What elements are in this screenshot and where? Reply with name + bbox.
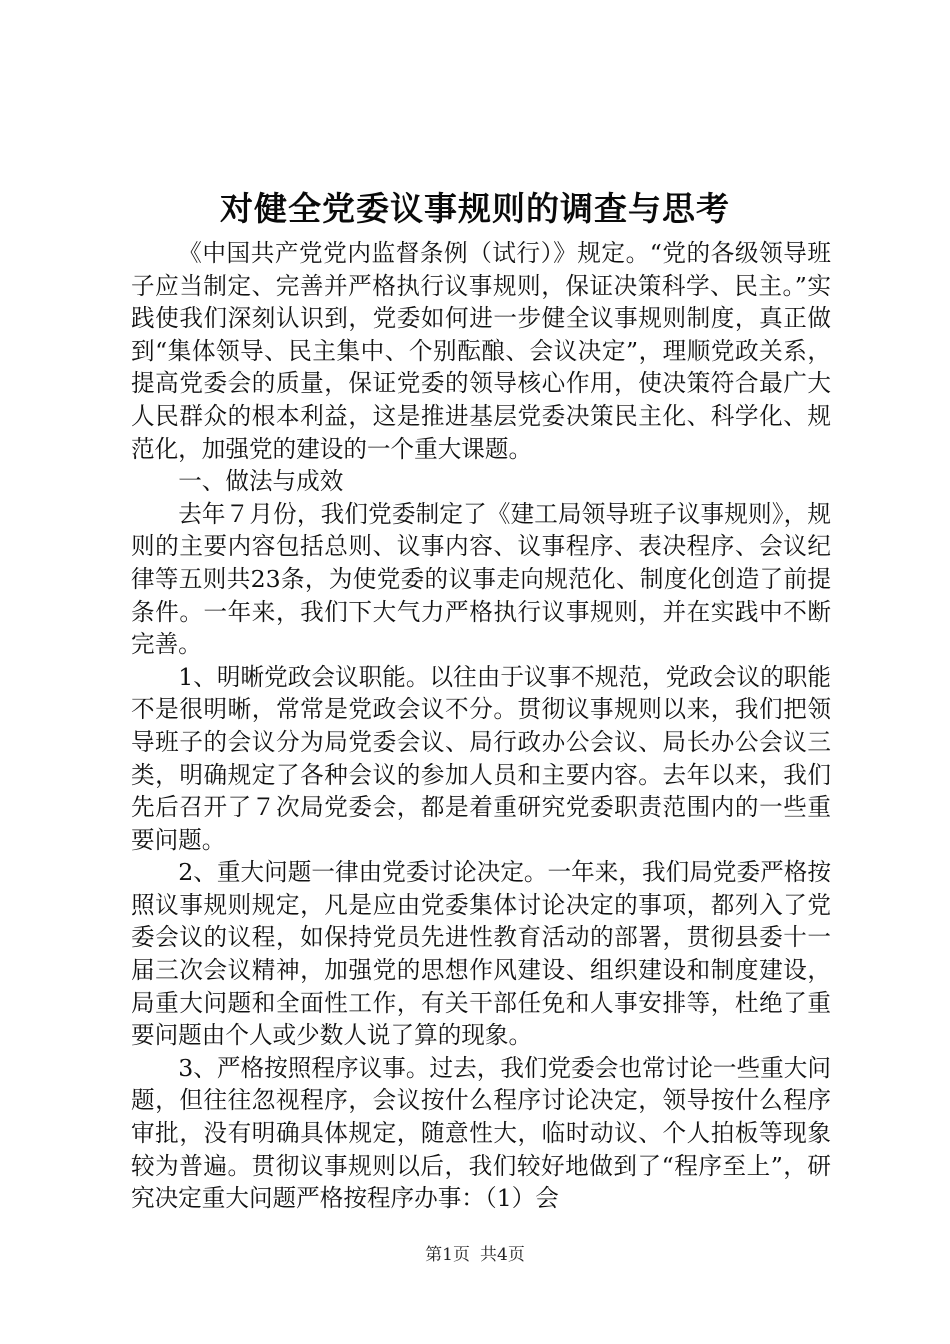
section-heading: 一、做法与成效 [178,467,344,496]
paragraph-item-1: 1、明晰党政会议职能。以往由于议事不规范，党政会议的职能不是很明晰，常常是党政会议不分。贯彻议事规则以来，我们把领导班子的会议分为局党委会议、局行政办公会议、局长办公会议三类，明确规定了各种会议的参加人员和主要内容。去年以来，我们先后召开了７次局党委会，都是着重研究党委职责范围内的一些重要问题。 [131,662,831,854]
page-number: 第1页 [425,1245,470,1265]
document-title: 对健全党委议事规则的调查与思考 [220,189,730,228]
page-total: 共4页 [480,1245,525,1265]
document-body [131,237,831,1215]
paragraph-item-2: 2、重大问题一律由党委讨论决定。一年来，我们局党委严格按照议事规则规定，凡是应由党委集体讨论决定的事项，都列入了党委会议的议程，如保持党员先进性教育活动的部署，贯彻县委十一届三次会议精神，加强党的思想作风建设、组织建设和制度建设，局重大问题和全面性工作，有关干部任免和人事安排等，杜绝了重要问题由个人或少数人说了算的现象。 [131,858,831,1050]
page-footer [0,1243,950,1267]
paragraph-item-3: 3、严格按照程序议事。过去，我们党委会也常讨论一些重大问题，但往往忽视程序，会议按什么程序讨论决定，领导按什么程序审批，没有明确具体规定，随意性大，临时动议、个人拍板等现象较为普遍。贯彻议事规则以后，我们较好地做到了“程序至上”，研究决定重大问题严格按程序办事：（1）会 [131,1053,831,1213]
paragraph-intro: 《中国共产党党内监督条例（试行）》规定。“党的各级领导班子应当制定、完善并严格执行议事规则，保证决策科学、民主。”实践使我们深刻认识到，党委如何进一步健全议事规则制度，真正做到“集体领导、民主集中、个别酝酿、会议决定”，理顺党政关系，提高党委会的质量，保证党委的领导核心作用，使决策符合最广大人民群众的根本利益，这是推进基层党委决策民主化、科学化、规范化，加强党的建设的一个重大课题。 [131,239,831,463]
paragraph-rules-overview: 去年７月份，我们党委制定了《建工局领导班子议事规则》，规则的主要内容包括总则、议事内容、议事程序、表决程序、会议纪律等五则共23条，为使党委的议事走向规范化、制度化创造了前提条件。一年来，我们下大气力严格执行议事规则，并在实践中不断完善。 [131,499,831,659]
